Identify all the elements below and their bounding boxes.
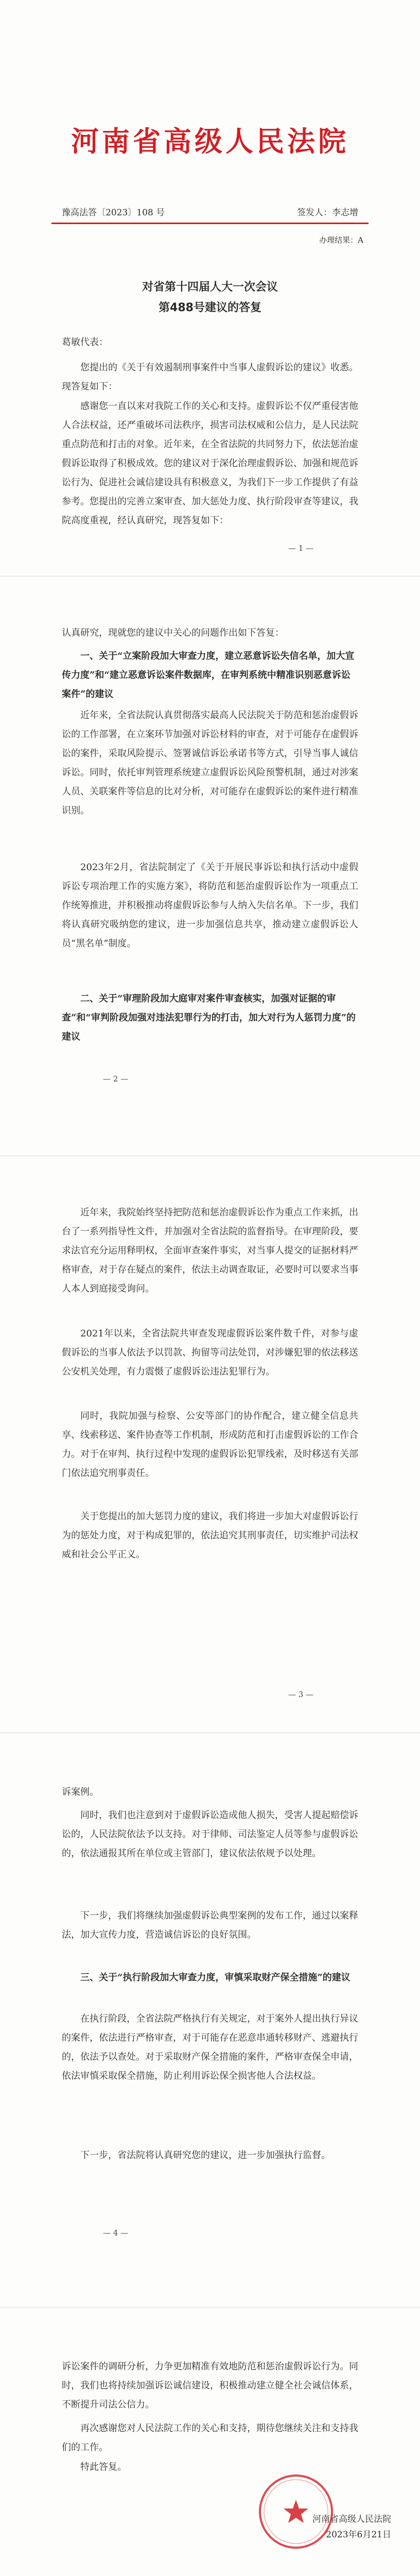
- paragraph: 下一步，省法院将认真研究您的建议，进一步加强执行监督。: [80, 2150, 330, 2161]
- result-value: A: [358, 235, 363, 245]
- signing-organization: 河南省高级人民法院: [312, 2514, 391, 2524]
- paragraph: 在执行阶段，全省法院严格执行有关规定，对于案外人提出执行异议的案件，依法进行严格审查，对于可能存在恶意串通转移财产、逃避执行的，依法予以查处。对于采取财产保全措施的案件，严格审查保全申请，依法审慎采取保全措施，防止利用诉讼保全损害他人合法权益。: [62, 2013, 358, 2081]
- page-5: [0, 2308, 420, 2576]
- paragraph: 近年来，全省法院认真贯彻落实最高人民法院关于防范和惩治虚假诉讼的工作部署，在立案环节加强对诉讼材料的审查，对于可能存在虚假诉讼的案件，采取风险提示、签署诚信诉讼承诺书等方式，引导当事人诚信诉讼。同时，依托审判管理系统建立虚假诉讼风险预警机制，通过对涉案人员、关联案件等信息的比对分析，对可能存在虚假诉讼的案件进行精准识别。: [62, 710, 358, 816]
- paragraph: 近年来，我院始终坚持把防范和惩治虚假诉讼作为重点工作来抓，出台了一系列指导性文件，并加强对全省法院的监督指导。在审理阶段，要求法官充分运用释明权，全面审查案件事实，对当事人提交的证据材料严格审查，对于存在疑点的案件，依法主动调查取证，必要时可以要求当事人本人到庭接受询问。: [62, 1207, 358, 1294]
- paragraph: 关于您提出的加大惩罚力度的建议，我们将进一步加大对虚假诉讼行为的惩处力度，对于构成犯罪的，依法追究其刑事责任，切实维护司法权威和社会公平正义。: [62, 1511, 358, 1560]
- page-number: — 1 —: [288, 544, 314, 553]
- paragraph: 再次感谢您对人民法院工作的关心和支持，期待您继续关注和支持我们的工作。: [62, 2423, 358, 2453]
- paragraph: 同时，我院加强与检察、公安等部门的协作配合，建立健全信息共享、线索移送、案件协查等工作机制，形成防范和打击虚假诉讼的工作合力。对于在审判、执行过程中发现的虚假诉讼犯罪线索，及时移送有关部门依法追究刑事责任。: [62, 1411, 358, 1479]
- signer-label: 签发人：: [297, 208, 332, 218]
- signer-name: 李志增: [332, 208, 358, 218]
- greeting: 葛敏代表：: [62, 337, 108, 348]
- reply-title-line-2: 第488号建议的答复: [159, 301, 261, 314]
- page-1: [0, 0, 420, 577]
- paragraph: 同时，我们也注意到对于虚假诉讼造成他人损失，受害人提起赔偿诉讼的，人民法院依法予以支持。对于律师、司法鉴定人员等参与虚假诉讼的，依法通报其所在单位或主管部门，建议依法依规予以处理。: [62, 1810, 358, 1859]
- signing-date: 2023年6月21日: [326, 2530, 391, 2540]
- paragraph: 下一步，我们将继续加强虚假诉讼典型案例的发布工作，通过以案释法，加大宣传力度，营造诚信诉讼的良好氛围。: [62, 1910, 358, 1940]
- section-heading-1: 一、关于“立案阶段加大审查力度，建立恶意诉讼失信名单，加大宣传力度”和“建立恶意诉讼案件数据库，在审判系统中精准识别恶意诉讼案件”的建议: [62, 651, 355, 700]
- result-line: [319, 234, 363, 245]
- paragraph: 认真研究，现就您的建议中关心的问题作出如下答复：: [62, 628, 284, 638]
- signer-line: [297, 205, 358, 218]
- section-heading-2: 二、关于“审理阶段加大庭审对案件审查核实，加强对证据的审查”和“审判阶段加强对违法犯罪行为的打击，加大对行为人惩罚力度”的建议: [62, 993, 356, 1042]
- section-heading-3: 三、关于“执行阶段加大审查力度，审慎采取财产保全措施”的建议: [80, 1972, 351, 1983]
- paragraph: 诉讼案件的调研分析，力争更加精准有效地防范和惩治虚假诉讼行为。同时，我们也将持续加强诉讼诚信建设，积极推动建立健全社会诚信体系，不断提升司法公信力。: [62, 2361, 358, 2410]
- page-2: [0, 577, 420, 1157]
- document-number: 豫高法答〔2023〕108 号: [62, 208, 165, 218]
- page-4: [0, 1734, 420, 2308]
- paragraph: 您提出的《关于有效遏制刑事案件中当事人虚假诉讼的建议》收悉。现答复如下：: [62, 362, 358, 392]
- official-seal-icon: [257, 2473, 335, 2550]
- result-label: 办理结果：: [319, 235, 358, 245]
- paragraph: 2023年2月，省法院制定了《关于开展民事诉讼和执行活动中虚假诉讼专项治理工作的实施方案》，将防范和惩治虚假诉讼作为一项重点工作统筹推进，并积极推动将虚假诉讼参与人纳入失信名单。下一步，我们将认真研究吸纳您的建议，进一步加强信息共享，推动建立虚假诉讼人员“黑名单”制度。: [62, 862, 358, 949]
- page-number: — 3 —: [288, 1690, 314, 1699]
- page-3: [0, 1157, 420, 1734]
- paragraph: 诉案例。: [62, 1787, 99, 1798]
- paragraph: 感谢您一直以来对我院工作的关心和支持。虚假诉讼不仅严重侵害他人合法权益，还严重破坏司法秩序，损害司法权威和公信力，是人民法院重点防范和打击的对象。近年来，在全省法院的共同努力下，依法惩治虚假诉讼取得了积极成效。您的建议对于深化治理虚假诉讼、加强和规范诉讼行为、促进社会诚信建设具有积极意义，为我们下一步工作提供了有益参考。您提出的完善立案审查、加大惩处力度、执行阶段审查等建议，我院高度重视，经认真研究，现答复如下：: [62, 401, 358, 526]
- paragraph: 特此答复。: [80, 2462, 127, 2472]
- court-name-header: 河南省高级人民法院: [71, 125, 349, 158]
- paragraph: 2021年以来，全省法院共审查发现虚假诉讼案件数千件，对参与虚假诉讼的当事人依法予以罚款、拘留等司法处罚，对涉嫌犯罪的依法移送公安机关处理，有力震慑了虚假诉讼违法犯罪行为。: [62, 1328, 358, 1377]
- page-number: — 4 —: [103, 2228, 129, 2238]
- page-number: — 2 —: [103, 1074, 129, 1083]
- reply-title-line-1: 对省第十四届人大一次会议: [142, 281, 278, 294]
- red-divider: [51, 223, 369, 224]
